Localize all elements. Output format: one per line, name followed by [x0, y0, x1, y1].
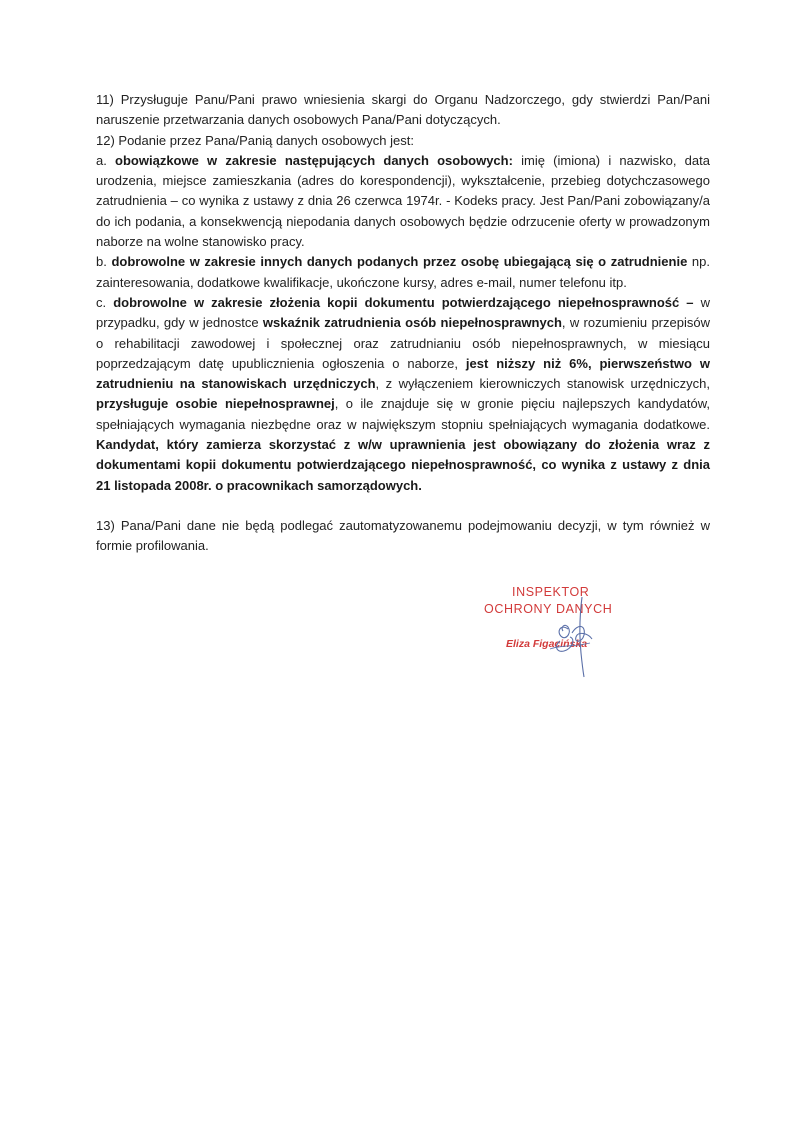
item-c-prefix: c. — [96, 294, 114, 310]
stamp — [470, 583, 650, 673]
item-b-prefix: b. — [96, 254, 112, 270]
item-c-text-2: , w rozumieniu przepisów o rehabilitacji zawodowej i społecznej oraz zatrudnianiu osób niepełnosprawnych, w miesiącu poprzedzającym datę upublicznienia ogłoszenia o naborze, — [96, 315, 710, 371]
paragraph-gap — [96, 496, 710, 516]
item-a-text: imię (imiona) i nazwisko, data urodzenia, miejsce zamieszkania (adres do korespondencji), wykształcenie, przebieg dotychczasowego zatrudnienia – co wynika z ustawy z dnia 26 czerwca 1974r. - Kodeks pracy. Jest Pan/Pani zobowiązany/a do ich podania, a konsekwencją niepodania danych osobowych będzie odrzucenie oferty w prowadzonym naborze na wolne stanowisko pracy. — [96, 152, 710, 250]
item-c-text-4: , o ile znajduje się w gronie pięciu najlepszych kandydatów, spełniających wymagania niezbędne oraz w największym stopniu spełniających wymagania dodatkowe. — [96, 396, 711, 432]
item-c-text-1: w przypadku, gdy w jednostce — [96, 294, 711, 331]
item-c-bold-5: Kandydat, który zamierza skorzystać z w/w uprawnienia jest obowiązany do złożenia wraz z dokumentami kopii dokumentu potwierdzającego niepełnosprawność, co wynika z ustawy z dnia 21 listopada 2008r. o pracownikach samorządowych. — [96, 437, 710, 493]
item-a — [96, 151, 710, 252]
item-a-bold: obowiązkowe w zakresie następujących danych osobowych: — [115, 152, 513, 168]
item-c-bold-3: jest niższy niż 6%, pierwszeństwo w zatrudnieniu na stanowiskach urzędniczych — [96, 355, 710, 392]
item-c — [96, 293, 710, 496]
signature-icon — [530, 593, 610, 678]
item-a-prefix: a. — [96, 152, 116, 168]
item-c-text-3: , z wyłączeniem kierowniczych stanowisk urzędniczych, — [375, 376, 710, 392]
paragraph-13: 13) Pana/Pani dane nie będą podlegać zautomatyzowanemu podejmowaniu decyzji, w tym również w formie profilowania. — [96, 517, 710, 554]
item-c-bold-4: przysługuje osobie niepełnosprawnej — [96, 396, 335, 412]
item-b-bold: dobrowolne w zakresie innych danych podanych przez osobę ubiegającą się o zatrudnienie — [111, 254, 688, 270]
item-b — [96, 252, 710, 293]
document-body — [96, 90, 710, 557]
stamp-title: INSPEKTOR — [512, 585, 590, 599]
item-c-bold-1: dobrowolne w zakresie złożenia kopii dokumentu potwierdzającego niepełnosprawność – — [113, 294, 694, 310]
item-c-bold-2: wskaźnik zatrudnienia osób niepełnosprawnych — [262, 315, 562, 331]
paragraph-12-intro: 12) Podanie przez Pana/Panią danych osobowych jest: — [96, 132, 414, 148]
paragraph-11: 11) Przysługuje Panu/Pani prawo wniesienia skargi do Organu Nadzorczego, gdy stwierdzi Pan/Pani naruszenie przetwarzania danych osobowych Pana/Pani dotyczących. — [96, 92, 710, 128]
stamp-name: Eliza Figacińska — [506, 638, 588, 650]
stamp-subtitle: OCHRONY DANYCH — [484, 602, 613, 616]
item-b-text: np. zainteresowania, dodatkowe kwalifikacje, ukończone kursy, adres e-mail, numer telefonu itp. — [96, 254, 710, 290]
